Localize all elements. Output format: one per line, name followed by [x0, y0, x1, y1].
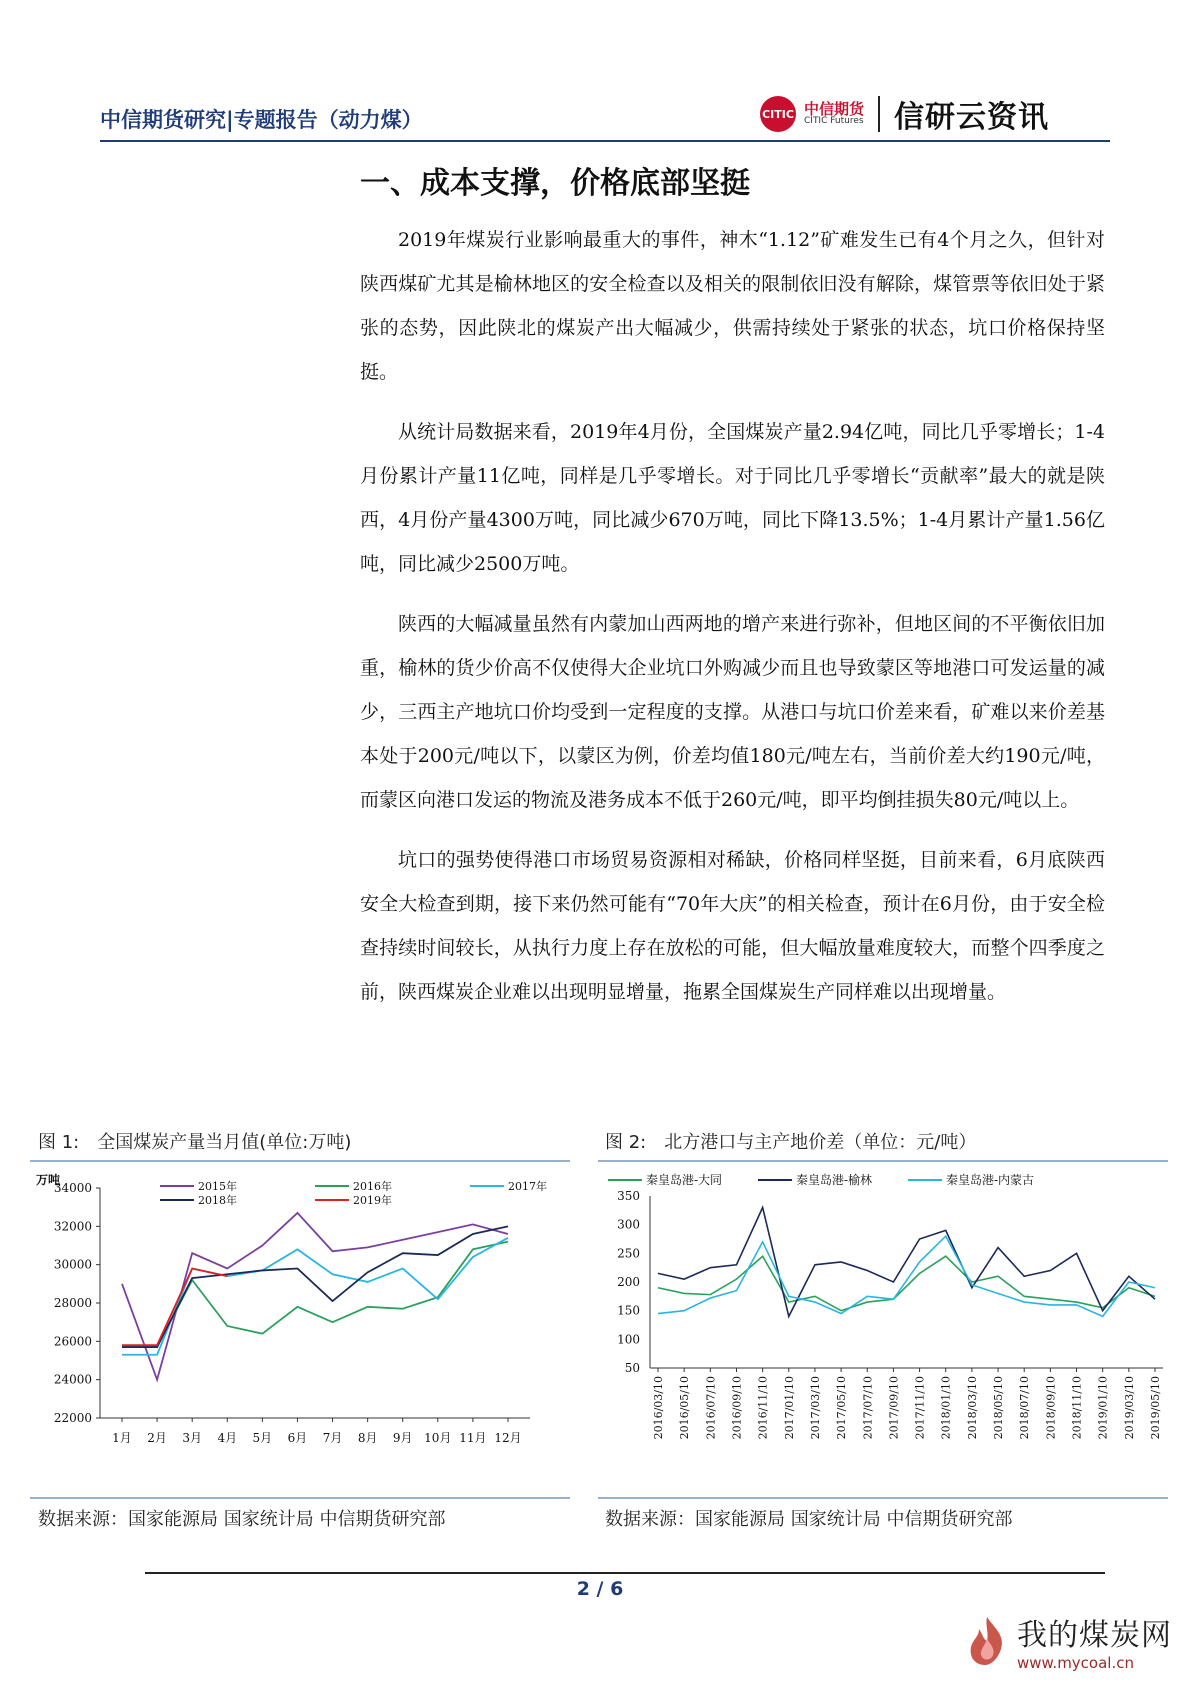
legend-label: 秦皇岛港-榆林	[796, 1173, 873, 1187]
x-tick-label: 2019/01/10	[1096, 1376, 1110, 1440]
x-tick-label: 2016/11/10	[756, 1376, 770, 1440]
x-tick-label: 2017/07/10	[861, 1376, 875, 1440]
y-axis-unit: 万吨	[36, 1173, 61, 1187]
y-tick-label: 200	[617, 1275, 640, 1289]
figure2-number: 图 2:	[605, 1132, 647, 1153]
y-tick-label: 250	[617, 1246, 640, 1261]
figure2-bottom-rule	[598, 1497, 1168, 1499]
x-tick-label: 9月	[392, 1431, 413, 1445]
figure1-chart	[30, 1168, 575, 1493]
figure1-bottom-rule	[30, 1497, 570, 1499]
watermark-name: 我的煤炭网	[1017, 1618, 1172, 1653]
brand-name: 信研云资讯	[894, 100, 1050, 135]
figure1-title	[38, 1128, 351, 1154]
x-tick-label: 7月	[322, 1431, 343, 1445]
y-tick-label: 150	[617, 1303, 640, 1318]
body-text	[360, 218, 1105, 1030]
x-tick-label: 2018/03/10	[965, 1376, 979, 1440]
x-tick-label: 2016/05/10	[678, 1376, 692, 1440]
report-header-title: 中信期货研究|专题报告（动力煤）	[100, 108, 423, 132]
logo-divider	[878, 96, 880, 132]
x-tick-label: 2016/03/10	[652, 1376, 665, 1440]
x-tick-label: 2017/09/10	[887, 1376, 901, 1440]
figure1-number: 图 1:	[38, 1132, 80, 1153]
series-line-2019年	[122, 1269, 227, 1346]
x-tick-label: 2016/09/10	[730, 1376, 744, 1440]
logo-en: CITIC Futures	[804, 116, 864, 127]
y-tick-label: 24000	[53, 1372, 92, 1387]
figure2-caption: 北方港口与主产地价差（单位：元/吨）	[664, 1132, 977, 1153]
x-tick-label: 2月	[147, 1431, 167, 1445]
legend-label: 秦皇岛港-内蒙古	[946, 1173, 1035, 1187]
x-tick-label: 2018/07/10	[1018, 1376, 1032, 1440]
y-tick-label: 350	[617, 1189, 640, 1203]
x-tick-label: 12月	[494, 1431, 522, 1445]
y-tick-label: 26000	[53, 1334, 92, 1349]
x-tick-label: 5月	[252, 1431, 273, 1445]
series-line-秦皇岛港-榆林	[658, 1207, 1155, 1316]
figure2-rule	[598, 1160, 1168, 1162]
x-tick-label: 2018/11/10	[1070, 1376, 1084, 1440]
flame-logo-icon	[965, 1615, 1009, 1667]
x-tick-label: 2019/05/10	[1149, 1376, 1162, 1440]
page-number: 2 / 6	[576, 1578, 624, 1600]
logo-cn: 中信期货	[804, 99, 865, 118]
legend-label: 2019年	[353, 1194, 392, 1207]
x-tick-label: 4月	[217, 1431, 238, 1445]
y-tick-label: 100	[617, 1332, 640, 1347]
legend-label: 2015年	[198, 1180, 237, 1193]
paragraph: 陕西的大幅减量虽然有内蒙加山西两地的增产来进行弥补，但地区间的不平衡依旧加重，榆林的货少价高不仅使得大企业坑口外购减少而且也导致蒙区等地港口可发运量的减少，三西主产地坑口价均受到一定程度的支撑。从港口与坑口价差来看，矿难以来价差基本处于200元/吨以下，以蒙区为例，价差均值180元/吨左右，当前价差大约190元/吨，而蒙区向港口发运的物流及港务成本不低于260元/吨，即平均倒挂损失80元/吨以上。	[360, 613, 1105, 811]
paragraph: 2019年煤炭行业影响最重大的事件，神木“1.12”矿难发生已有4个月之久，但针对陕西煤矿尤其是榆林地区的安全检查以及相关的限制依旧没有解除，煤管票等依旧处于紧张的态势，因此陕北的煤炭产出大幅减少，供需持续处于紧张的状态，坑口价格保持坚挺。	[360, 229, 1105, 383]
figure1-caption: 全国煤炭产量当月值(单位:万吨)	[97, 1132, 352, 1153]
watermark	[965, 1610, 1172, 1672]
x-tick-label: 2018/01/10	[939, 1376, 953, 1440]
figure2-chart	[598, 1168, 1173, 1493]
watermark-url: www.mycoal.cn	[1017, 1654, 1134, 1672]
legend-label: 2016年	[353, 1180, 392, 1193]
x-tick-label: 2017/01/10	[782, 1376, 796, 1440]
figure1-source: 数据来源：国家能源局 国家统计局 中信期货研究部	[38, 1509, 446, 1530]
y-tick-label: 32000	[53, 1219, 92, 1234]
legend-label: 秦皇岛港-大同	[646, 1173, 723, 1187]
x-tick-label: 2016/07/10	[704, 1376, 718, 1440]
citic-emblem-icon: CITIC	[760, 96, 796, 132]
x-tick-label: 2017/05/10	[835, 1376, 849, 1440]
header-rule	[100, 140, 1110, 142]
legend-label: 2018年	[198, 1194, 237, 1207]
paragraph: 坑口的强势使得港口市场贸易资源相对稀缺，价格同样坚挺，目前来看，6月底陕西安全大检查到期，接下来仍然可能有“70年大庆”的相关检查，预计在6月份，由于安全检查持续时间较长，从执行力度上存在放松的可能，但大幅放量难度较大，而整个四季度之前，陕西煤炭企业难以出现明显增量，拖累全国煤炭生产同样难以出现增量。	[360, 849, 1105, 1003]
figure2-title	[605, 1128, 976, 1154]
series-line-秦皇岛港-内蒙古	[658, 1236, 1155, 1316]
section-title: 一、成本支撑，价格底部坚挺	[360, 166, 750, 201]
series-line-秦皇岛港-大同	[658, 1256, 1155, 1310]
y-tick-label: 22000	[53, 1411, 92, 1425]
figure2-source: 数据来源：国家能源局 国家统计局 中信期货研究部	[605, 1509, 1013, 1530]
x-tick-label: 1月	[112, 1431, 132, 1445]
x-tick-label: 3月	[182, 1431, 203, 1445]
citic-logo	[760, 92, 1049, 136]
y-tick-label: 34000	[53, 1181, 92, 1195]
x-tick-label: 2019/03/10	[1122, 1376, 1136, 1440]
paragraph: 从统计局数据来看，2019年4月份，全国煤炭产量2.94亿吨，同比几乎零增长；1-4月份累计产量11亿吨，同样是几乎零增长。对于同比几乎零增长“贡献率”最大的就是陕西，4月份产量4300万吨，同比减少670万吨，同比下降13.5%；1-4月累计产量1.56亿吨，同比减少2500万吨。	[360, 421, 1105, 575]
y-tick-label: 300	[617, 1217, 640, 1232]
x-tick-label: 6月	[287, 1431, 308, 1445]
x-tick-label: 10月	[424, 1431, 452, 1445]
x-tick-label: 2018/09/10	[1044, 1376, 1058, 1440]
x-tick-label: 11月	[459, 1431, 487, 1445]
x-tick-label: 8月	[357, 1431, 378, 1445]
y-tick-label: 28000	[53, 1296, 92, 1310]
x-tick-label: 2018/05/10	[992, 1376, 1006, 1440]
x-tick-label: 2017/03/10	[808, 1376, 822, 1440]
citic-logo-text	[804, 101, 864, 127]
y-tick-label: 50	[624, 1361, 640, 1375]
figure1-rule	[30, 1160, 570, 1162]
series-line-2018年	[122, 1226, 508, 1347]
legend-label: 2017年	[508, 1180, 547, 1193]
x-tick-label: 2017/11/10	[913, 1376, 927, 1440]
y-tick-label: 30000	[53, 1257, 92, 1272]
footer-rule	[145, 1572, 1105, 1574]
